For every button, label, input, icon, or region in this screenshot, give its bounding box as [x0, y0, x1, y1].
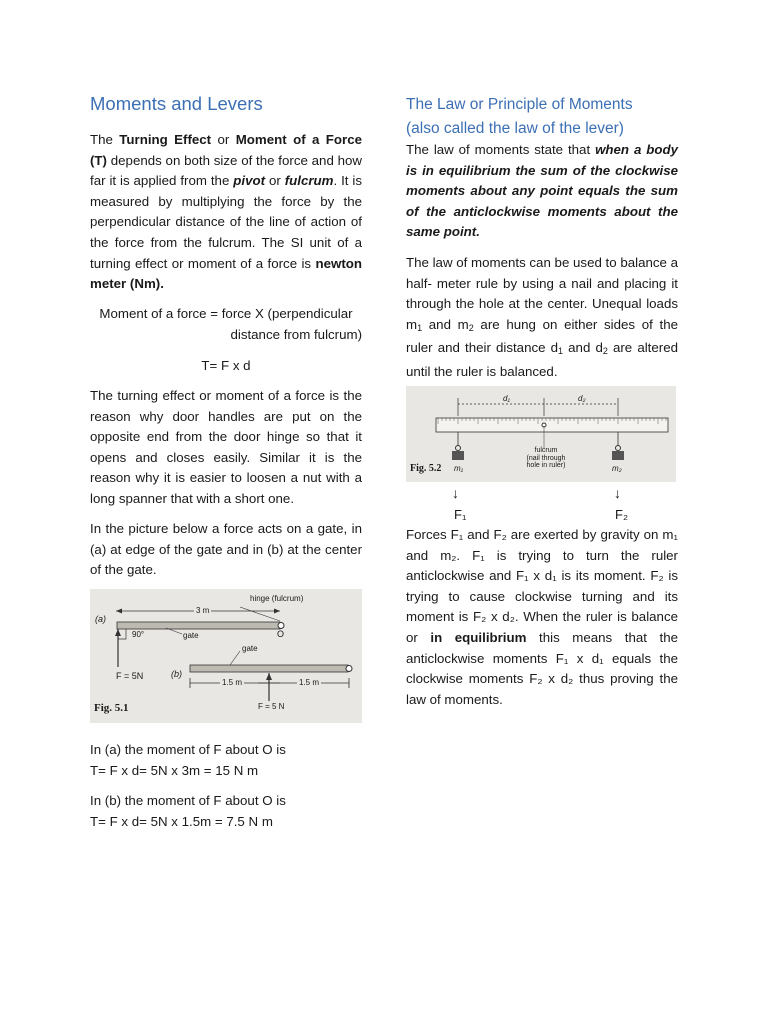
paragraph-law-statement — [406, 140, 678, 243]
formula-line-1: Moment of a force = force X (perpendicular — [99, 306, 353, 321]
distance-3m: 3 m — [196, 606, 210, 615]
force-f1-label: F₁ — [454, 507, 467, 522]
example-a-line-2: T= F x d= 5N x 3m = 15 N m — [90, 763, 259, 778]
paragraph-forces — [406, 525, 678, 710]
section-title-moments: Moments and Levers — [90, 93, 263, 114]
gate-label-a: gate — [183, 631, 199, 640]
force-b-label: F = 5 N — [258, 702, 285, 711]
label-a: (a) — [95, 614, 106, 624]
figure-5-1-drawing — [90, 589, 362, 723]
subscript: 1 — [558, 346, 564, 357]
text: The — [90, 132, 120, 147]
text: . It is measured by multiplying the force by the perpendicular distance of the line of action of the force from the fulcrum. The SI unit of a turning effect or moment of a force is — [90, 173, 362, 271]
half-distance-1: 1.5 m — [222, 678, 243, 687]
paragraph-door-handle: The turning effect or moment of a force is the reason why door handles are put on the opposite end from the door hinge so that it opens and closes easily. Similar it is the reason why it is easier to loosen a nut with a long spanner that with a short one. — [90, 388, 362, 506]
text: depends on both size of the force and how far it is applied from the — [90, 152, 362, 189]
paragraph-turning-effect — [90, 130, 362, 295]
paragraph-half-meter-rule — [406, 253, 678, 383]
text: or — [211, 132, 236, 147]
distance-d2: d₂ — [578, 394, 586, 403]
example-b-line-2: T= F x d= 5N x 1.5m = 7.5 N m — [90, 814, 273, 829]
mass-m1: m₁ — [454, 464, 464, 473]
text: or — [265, 173, 285, 189]
fulcrum-text: (nail through — [526, 454, 566, 462]
mass-m2: m₂ — [612, 464, 622, 473]
formula-short: T= F x d — [201, 358, 251, 373]
subscript: 2 — [468, 322, 474, 333]
example-b-line-1: In (b) the moment of F about O is — [90, 793, 286, 808]
hinge-label: hinge (fulcrum) — [250, 594, 304, 603]
fulcrum-label — [518, 447, 574, 470]
formula-line-2: distance from fulcrum) — [230, 327, 362, 342]
half-distance-2: 1.5 m — [299, 678, 320, 687]
angle-label: 90° — [132, 630, 145, 639]
bold-term: newton meter (Nm). — [90, 255, 362, 292]
figure-caption-5-1: Fig. 5.1 — [94, 702, 129, 714]
text: The law of moments state that — [406, 142, 596, 157]
pivot-o: O — [277, 629, 285, 639]
bold-term: in equilibrium — [430, 629, 527, 645]
bold-italic-term: pivot — [233, 173, 266, 189]
figure-5-1 — [90, 589, 362, 723]
text: this means that the anticlockwise moments F₁ x d₁ equals the clockwise moments F₂ x d₂ thus proving the law of moments. — [406, 629, 678, 707]
bold-italic-statement: when a body is in equilibrium the sum of the clockwise moments about any point equals the sum of the anticlockwise moments about the same point. — [406, 142, 679, 240]
distance-d1: d₁ — [503, 394, 510, 403]
title-line-2: (also called the law of the lever) — [406, 120, 624, 137]
bold-term: Turning Effect — [119, 132, 212, 147]
label-b: (b) — [171, 669, 182, 679]
subscript: 1 — [417, 322, 423, 333]
bold-italic-term: fulcrum — [284, 173, 334, 189]
text: and m — [422, 316, 469, 332]
text: The law of moments can be used to balance a half- meter rule by using a nail and placing it through the hole at the center. Unequal loads m — [406, 255, 679, 332]
title-line-1: The Law or Principle of Moments — [406, 96, 633, 113]
arrow-down-icon: ↓ — [452, 485, 459, 501]
text: are hung on either sides of the ruler and their distance d — [406, 316, 679, 356]
force-a-label: F = 5N — [116, 671, 144, 681]
figure-caption-5-2: Fig. 5.2 — [410, 463, 442, 474]
figure-5-2 — [406, 386, 676, 482]
bold-term: Moment of a Force (T) — [90, 132, 362, 168]
fulcrum-text: fulcrum — [534, 447, 558, 454]
text: and d — [563, 340, 603, 356]
arrow-down-icon: ↓ — [614, 485, 621, 501]
gate-label-b: gate — [242, 644, 258, 653]
example-a-line-1: In (a) the moment of F about O is — [90, 742, 286, 757]
text: Forces F₁ and F₂ are exerted by gravity on m₁ and m₂. F₁ is trying to turn the ruler anticlockwise and F₁ x d₁ is its moment. F₂ is trying to cause clockwise turning and its moment is F₂ x d₂. When the ruler is balance or — [406, 527, 678, 645]
fulcrum-text: hole in ruler) — [526, 462, 566, 469]
section-title-law-of-moments — [406, 93, 633, 141]
subscript: 2 — [602, 346, 608, 357]
force-f2-label: F₂ — [615, 507, 628, 522]
text: are altered until the ruler is balanced. — [406, 340, 678, 379]
paragraph-gate-intro: In the picture below a force acts on a gate, in (a) at edge of the gate and in (b) at the center of the gate. — [90, 521, 362, 578]
